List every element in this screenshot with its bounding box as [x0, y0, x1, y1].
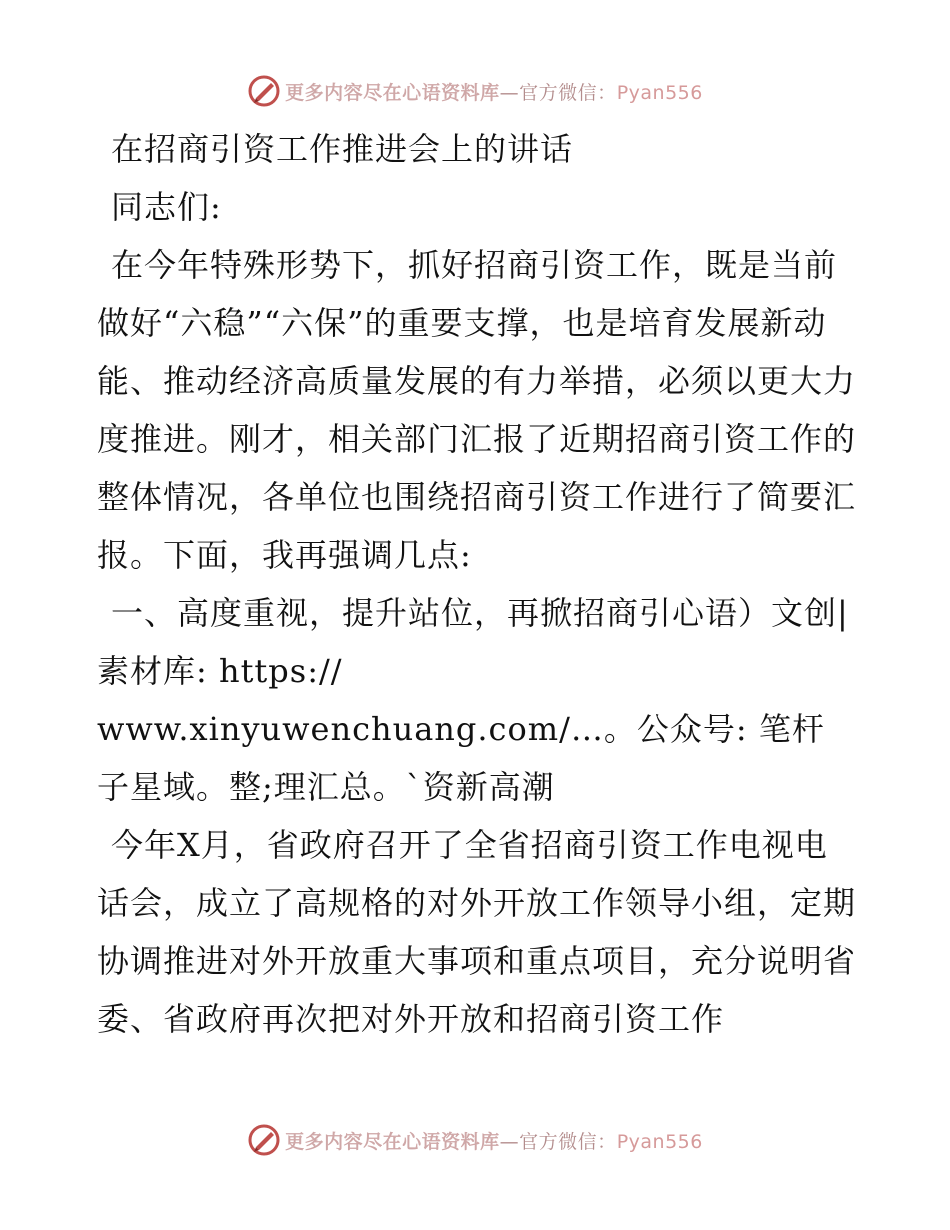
heading-1: 一、高度重视，提升站位，再掀招商引心语）文创|素材库: https://: [97, 594, 849, 690]
document-body: [97, 120, 857, 1048]
watermark-dash: —: [499, 1130, 520, 1153]
watermark-official-text: 官方微信：: [519, 81, 617, 104]
watermark-site-text: 更多内容尽在心语资料库: [285, 81, 500, 104]
watermark-text: [285, 1127, 703, 1154]
watermark-header: [0, 71, 950, 111]
watermark-wechat-id: Pyan556: [616, 1130, 703, 1153]
watermark-dash: —: [499, 81, 520, 104]
watermark-footer: [0, 1120, 950, 1160]
watermark-text: [285, 78, 703, 105]
pen-logo-icon: [247, 74, 281, 108]
heading-1-continued: www.xinyuwenchuang.com/…。公众号: 笔杆子星域。整;理汇总。`资新高潮: [97, 710, 825, 806]
paragraph-2: 今年X月，省政府召开了全省招商引资工作电视电话会，成立了高规格的对外开放工作领导小组，定期协调推进对外开放重大事项和重点项目，充分说明省委、省政府再次把对外开放和招商引资工作: [97, 826, 857, 1038]
watermark-wechat-id: Pyan556: [616, 81, 703, 104]
document-title: 在招商引资工作推进会上的讲话: [111, 130, 574, 168]
watermark-site-text: 更多内容尽在心语资料库: [285, 1130, 500, 1153]
greeting: 同志们:: [111, 188, 222, 226]
watermark-official-text: 官方微信：: [519, 1130, 617, 1153]
paragraph-1: 在今年特殊形势下，抓好招商引资工作，既是当前做好“六稳”“六保”的重要支撑，也是培育发展新动能、推动经济高质量发展的有力举措，必须以更大力度推进。刚才，相关部门汇报了近期招商引资工作的整体情况，各单位也围绕招商引资工作进行了简要汇报。下面，我再强调几点:: [97, 246, 857, 574]
pen-logo-icon: [247, 1123, 281, 1157]
